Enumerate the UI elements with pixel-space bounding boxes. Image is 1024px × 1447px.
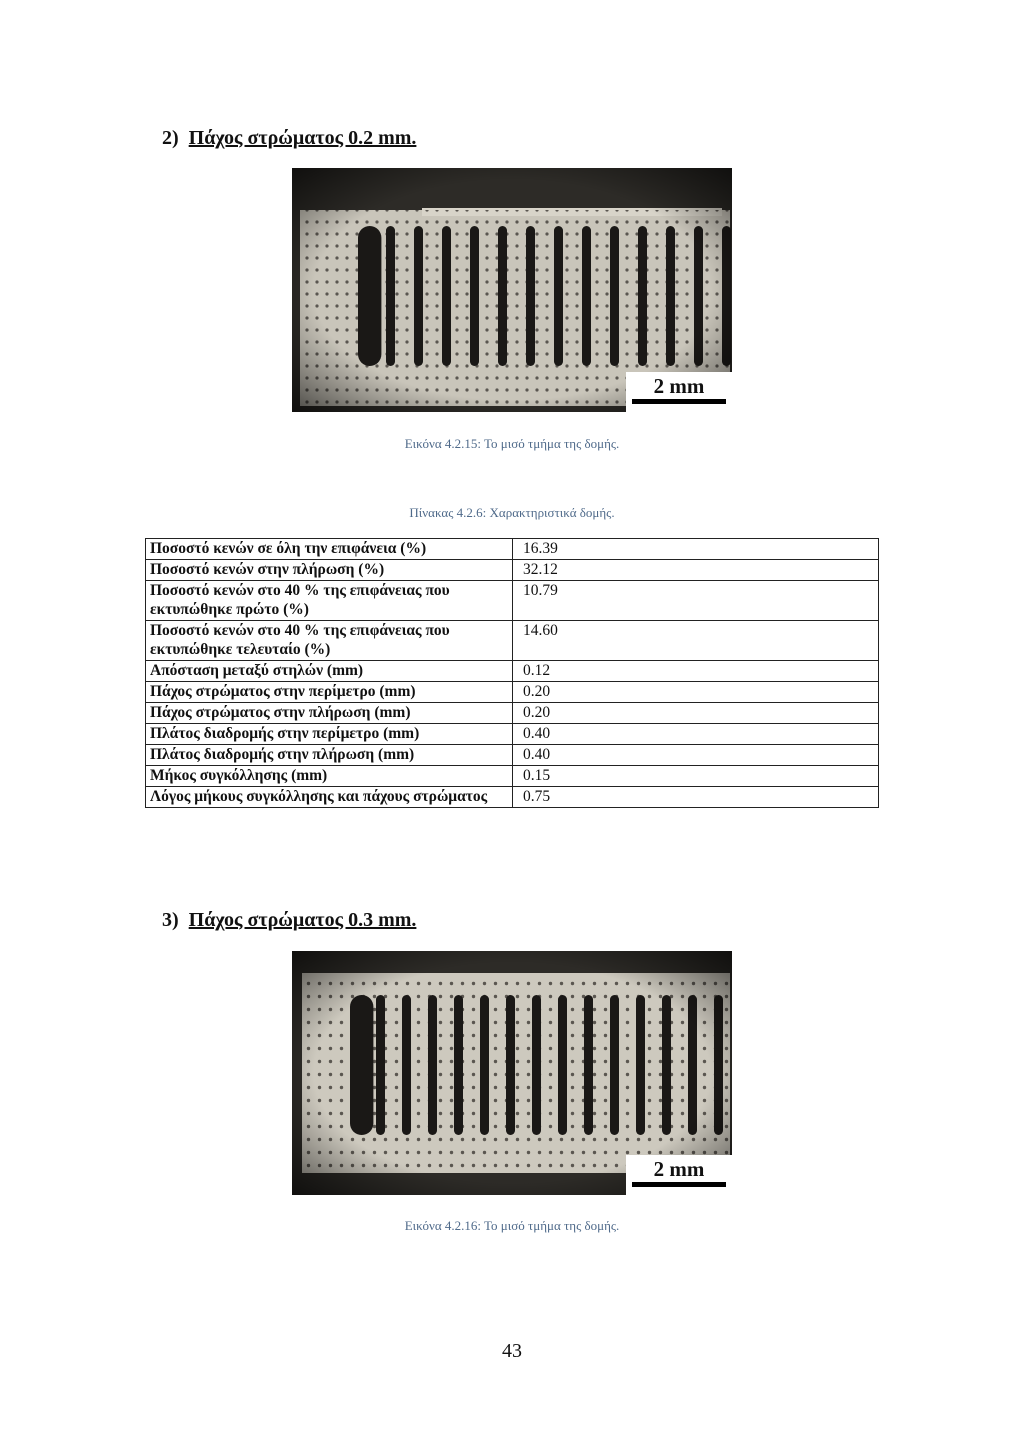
row-label: Απόσταση μεταξύ στηλών (mm): [146, 661, 513, 682]
section-heading-2: [162, 909, 416, 932]
row-label: Ποσοστό κενών στην πλήρωση (%): [146, 560, 513, 581]
row-value: 10.79: [513, 581, 879, 621]
row-label: Μήκος συγκόλλησης (mm): [146, 766, 513, 787]
scale-bar: [626, 1155, 732, 1195]
row-label: Πάχος στρώματος στην περίμετρο (mm): [146, 682, 513, 703]
table-row: [146, 724, 879, 745]
row-value: 14.60: [513, 621, 879, 661]
row-value: 16.39: [513, 539, 879, 560]
table-row: [146, 766, 879, 787]
row-label: Πλάτος διαδρομής στην περίμετρο (mm): [146, 724, 513, 745]
row-value: 0.75: [513, 787, 879, 808]
table-caption: Πίνακας 4.2.6: Χαρακτηριστικά δομής.: [409, 505, 615, 520]
table-row: [146, 787, 879, 808]
row-value: 0.20: [513, 682, 879, 703]
table-row: [146, 539, 879, 560]
table-row: [146, 703, 879, 724]
scale-line: [632, 1182, 726, 1187]
table-row: [146, 560, 879, 581]
row-value: 32.12: [513, 560, 879, 581]
row-label: Ποσοστό κενών στο 40 % της επιφάνειας που εκτυπώθηκε τελευταίο (%): [146, 621, 513, 661]
micrograph-figure-1: [292, 168, 732, 412]
scale-label: 2 mm: [653, 374, 705, 398]
row-value: 0.20: [513, 703, 879, 724]
scale-label: 2 mm: [653, 1157, 705, 1181]
section-number: 3): [162, 909, 179, 931]
figure-caption-1: Εικόνα 4.2.15: Το μισό τμήμα της δομής.: [404, 436, 620, 451]
row-value: 0.40: [513, 724, 879, 745]
scale-bar: [626, 372, 732, 412]
table-row: [146, 621, 879, 661]
table-row: [146, 581, 879, 621]
properties-table: [145, 538, 879, 808]
section-title: Πάχος στρώματος 0.3 mm.: [188, 909, 417, 931]
row-label: Πάχος στρώματος στην πλήρωση (mm): [146, 703, 513, 724]
row-value: 0.12: [513, 661, 879, 682]
table-row: [146, 745, 879, 766]
row-label: Ποσοστό κενών σε όλη την επιφάνεια (%): [146, 539, 513, 560]
section-heading-1: [162, 127, 416, 150]
section-title: Πάχος στρώματος 0.2 mm.: [188, 127, 417, 149]
row-label: Πλάτος διαδρομής στην πλήρωση (mm): [146, 745, 513, 766]
figure-caption-2: Εικόνα 4.2.16: Το μισό τμήμα της δομής.: [404, 1218, 620, 1233]
table-row: [146, 682, 879, 703]
table-row: [146, 661, 879, 682]
page-number: 43: [502, 1340, 522, 1362]
row-label: Ποσοστό κενών στο 40 % της επιφάνειας που εκτυπώθηκε πρώτο (%): [146, 581, 513, 621]
row-value: 0.40: [513, 745, 879, 766]
micrograph-figure-2: [292, 951, 732, 1195]
section-number: 2): [162, 127, 179, 149]
scale-line: [632, 399, 726, 404]
row-label: Λόγος μήκους συγκόλλησης και πάχους στρώματος: [146, 787, 513, 808]
row-value: 0.15: [513, 766, 879, 787]
